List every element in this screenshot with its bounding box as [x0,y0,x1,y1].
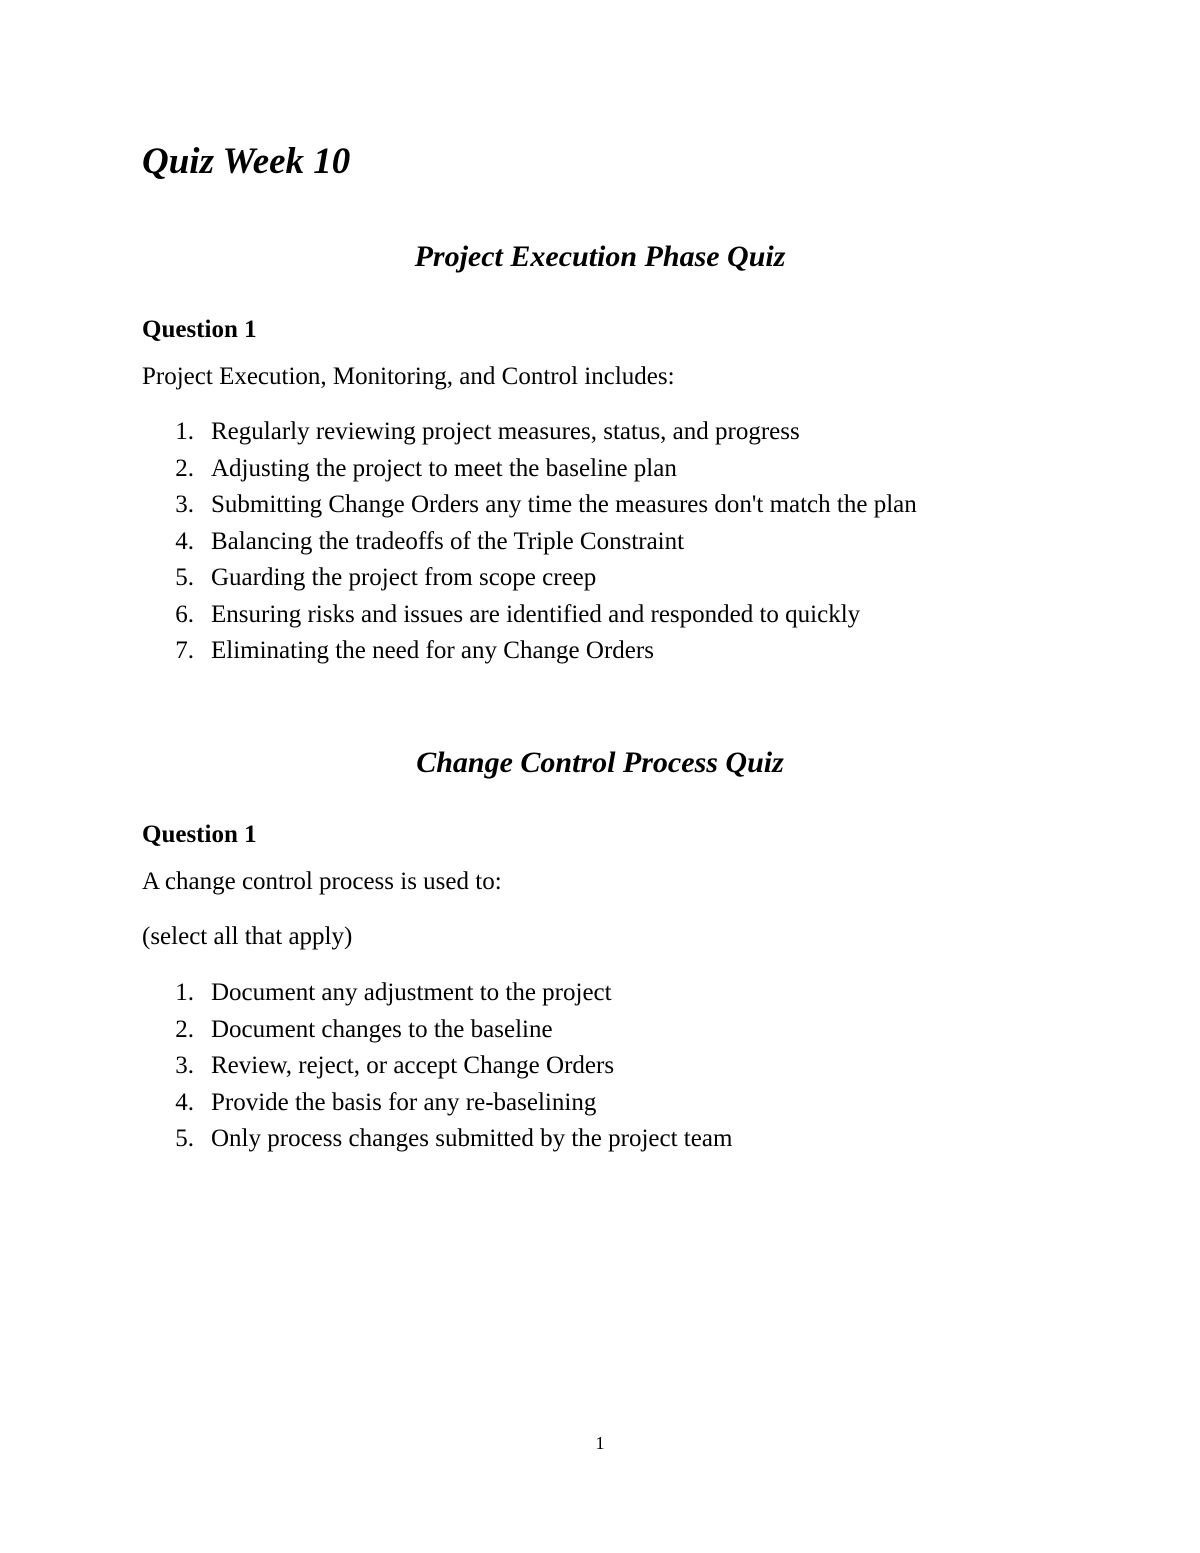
option-text: Guarding the project from scope creep [211,564,597,591]
option-text: Review, reject, or accept Change Orders [211,1052,615,1079]
option-number: 6. [175,600,194,628]
option-text: Regularly reviewing project measures, status, and progress [211,418,800,445]
option-number: 5. [175,564,194,591]
section-title: Change Control Process Quiz [416,746,784,779]
option-text: Adjusting the project to meet the baseline plan [211,454,677,482]
page-number: 1 [595,1433,605,1453]
option-number: 4. [175,1088,194,1116]
option-number: 1. [175,418,194,445]
option-text: Document any adjustment to the project [211,979,612,1006]
option-text: Ensuring risks and issues are identified and responded to quickly [211,600,861,628]
question-instruction: (select all that apply) [142,923,353,950]
option-number: 3. [175,1052,194,1079]
option-number: 2. [175,454,194,482]
option-text: Eliminating the need for any Change Orders [211,637,654,664]
option-number: 3. [175,491,194,518]
option-text: Provide the basis for any re-baselining [211,1088,597,1116]
option-text: Document changes to the baseline [211,1015,553,1043]
question-label: Question 1 [142,316,257,343]
option-number: 2. [175,1015,194,1043]
option-text: Only process changes submitted by the project team [211,1125,733,1152]
option-text: Submitting Change Orders any time the measures don't match the plan [211,491,917,518]
option-text: Balancing the tradeoffs of the Triple Constraint [211,527,685,555]
question-prompt: A change control process is used to: [142,868,502,895]
option-number: 4. [175,527,194,555]
option-number: 1. [175,979,194,1006]
question-label: Question 1 [142,821,257,848]
option-number: 5. [175,1125,194,1152]
document-title: Quiz Week 10 [142,141,351,182]
question-prompt: Project Execution, Monitoring, and Control includes: [142,363,675,390]
option-number: 7. [175,637,194,664]
section-title: Project Execution Phase Quiz [414,240,786,273]
